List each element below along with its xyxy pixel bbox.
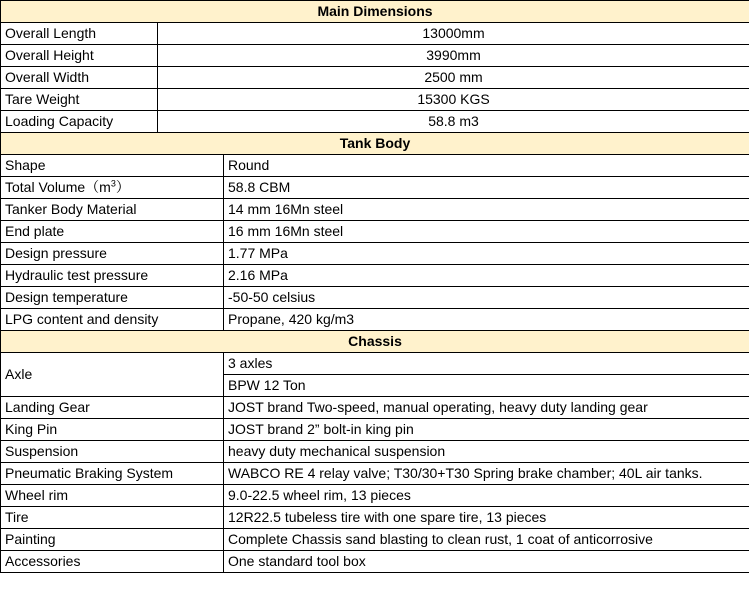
row-value: Round — [224, 155, 749, 177]
table-row — [1, 67, 749, 89]
chassis-title: Chassis — [1, 331, 749, 353]
main-dimensions-title: Main Dimensions — [1, 1, 749, 23]
table-row — [1, 23, 749, 45]
row-value: -50-50 celsius — [224, 287, 749, 309]
row-label: End plate — [1, 221, 224, 243]
row-label-axle: Axle — [1, 353, 224, 397]
row-label: LPG content and density — [1, 309, 224, 331]
row-label: Shape — [1, 155, 224, 177]
row-value: 58.8 m3 — [158, 111, 749, 133]
table-row — [1, 309, 749, 331]
row-value: 9.0-22.5 wheel rim, 13 pieces — [224, 485, 749, 507]
table-row — [1, 199, 749, 221]
row-value: 58.8 CBM — [224, 177, 749, 199]
row-value: One standard tool box — [224, 551, 749, 573]
row-label: Hydraulic test pressure — [1, 265, 224, 287]
tank-body-title: Tank Body — [1, 133, 749, 155]
row-label: Overall Length — [1, 23, 158, 45]
row-value: JOST brand Two-speed, manual operating, heavy duty landing gear — [224, 397, 749, 419]
table-row — [1, 485, 749, 507]
table-row — [1, 507, 749, 529]
total-volume-label: Total Volume（m — [5, 179, 111, 195]
table-row — [1, 551, 749, 573]
table-row — [1, 287, 749, 309]
table-row — [1, 463, 749, 485]
row-label: Tire — [1, 507, 224, 529]
row-value: Complete Chassis sand blasting to clean rust, 1 coat of anticorrosive — [224, 529, 749, 551]
row-label: Design pressure — [1, 243, 224, 265]
row-label: Accessories — [1, 551, 224, 573]
row-value: JOST brand 2” bolt-in king pin — [224, 419, 749, 441]
row-label: Pneumatic Braking System — [1, 463, 224, 485]
section-header-main-dimensions — [1, 1, 749, 23]
table-row — [1, 221, 749, 243]
table-row — [1, 353, 749, 375]
table-row — [1, 419, 749, 441]
row-value: 12R22.5 tubeless tire with one spare tire, 13 pieces — [224, 507, 749, 529]
row-label: Painting — [1, 529, 224, 551]
table-row — [1, 45, 749, 67]
row-value: 15300 KGS — [158, 89, 749, 111]
cubic-superscript: 3 — [110, 178, 116, 189]
row-label: Tanker Body Material — [1, 199, 224, 221]
row-value: 2.16 MPa — [224, 265, 749, 287]
row-value: BPW 12 Ton — [224, 375, 749, 397]
table-row — [1, 243, 749, 265]
row-value: Propane, 420 kg/m3 — [224, 309, 749, 331]
row-label: Wheel rim — [1, 485, 224, 507]
row-label: Tare Weight — [1, 89, 158, 111]
total-volume-label-end: ） — [115, 179, 130, 195]
row-value: 2500 mm — [158, 67, 749, 89]
row-value: 1.77 MPa — [224, 243, 749, 265]
table-row — [1, 111, 749, 133]
row-label: King Pin — [1, 419, 224, 441]
row-label: Design temperature — [1, 287, 224, 309]
row-value: 3990mm — [158, 45, 749, 67]
section-header-chassis — [1, 331, 749, 353]
table-row — [1, 89, 749, 111]
row-label: Landing Gear — [1, 397, 224, 419]
row-label: Loading Capacity — [1, 111, 158, 133]
row-value: 14 mm 16Mn steel — [224, 199, 749, 221]
row-value: 16 mm 16Mn steel — [224, 221, 749, 243]
row-value: WABCO RE 4 relay valve; T30/30+T30 Spring brake chamber; 40L air tanks. — [224, 463, 749, 485]
section-header-tank-body — [1, 133, 749, 155]
row-label: Overall Height — [1, 45, 158, 67]
row-value: heavy duty mechanical suspension — [224, 441, 749, 463]
table-row — [1, 155, 749, 177]
row-value: 3 axles — [224, 353, 749, 375]
table-row — [1, 265, 749, 287]
table-row — [1, 177, 749, 199]
row-value: 13000mm — [158, 23, 749, 45]
row-label-total-volume — [1, 177, 224, 199]
table-row — [1, 397, 749, 419]
table-row — [1, 441, 749, 463]
row-label: Overall Width — [1, 67, 158, 89]
row-label: Suspension — [1, 441, 224, 463]
table-row — [1, 529, 749, 551]
